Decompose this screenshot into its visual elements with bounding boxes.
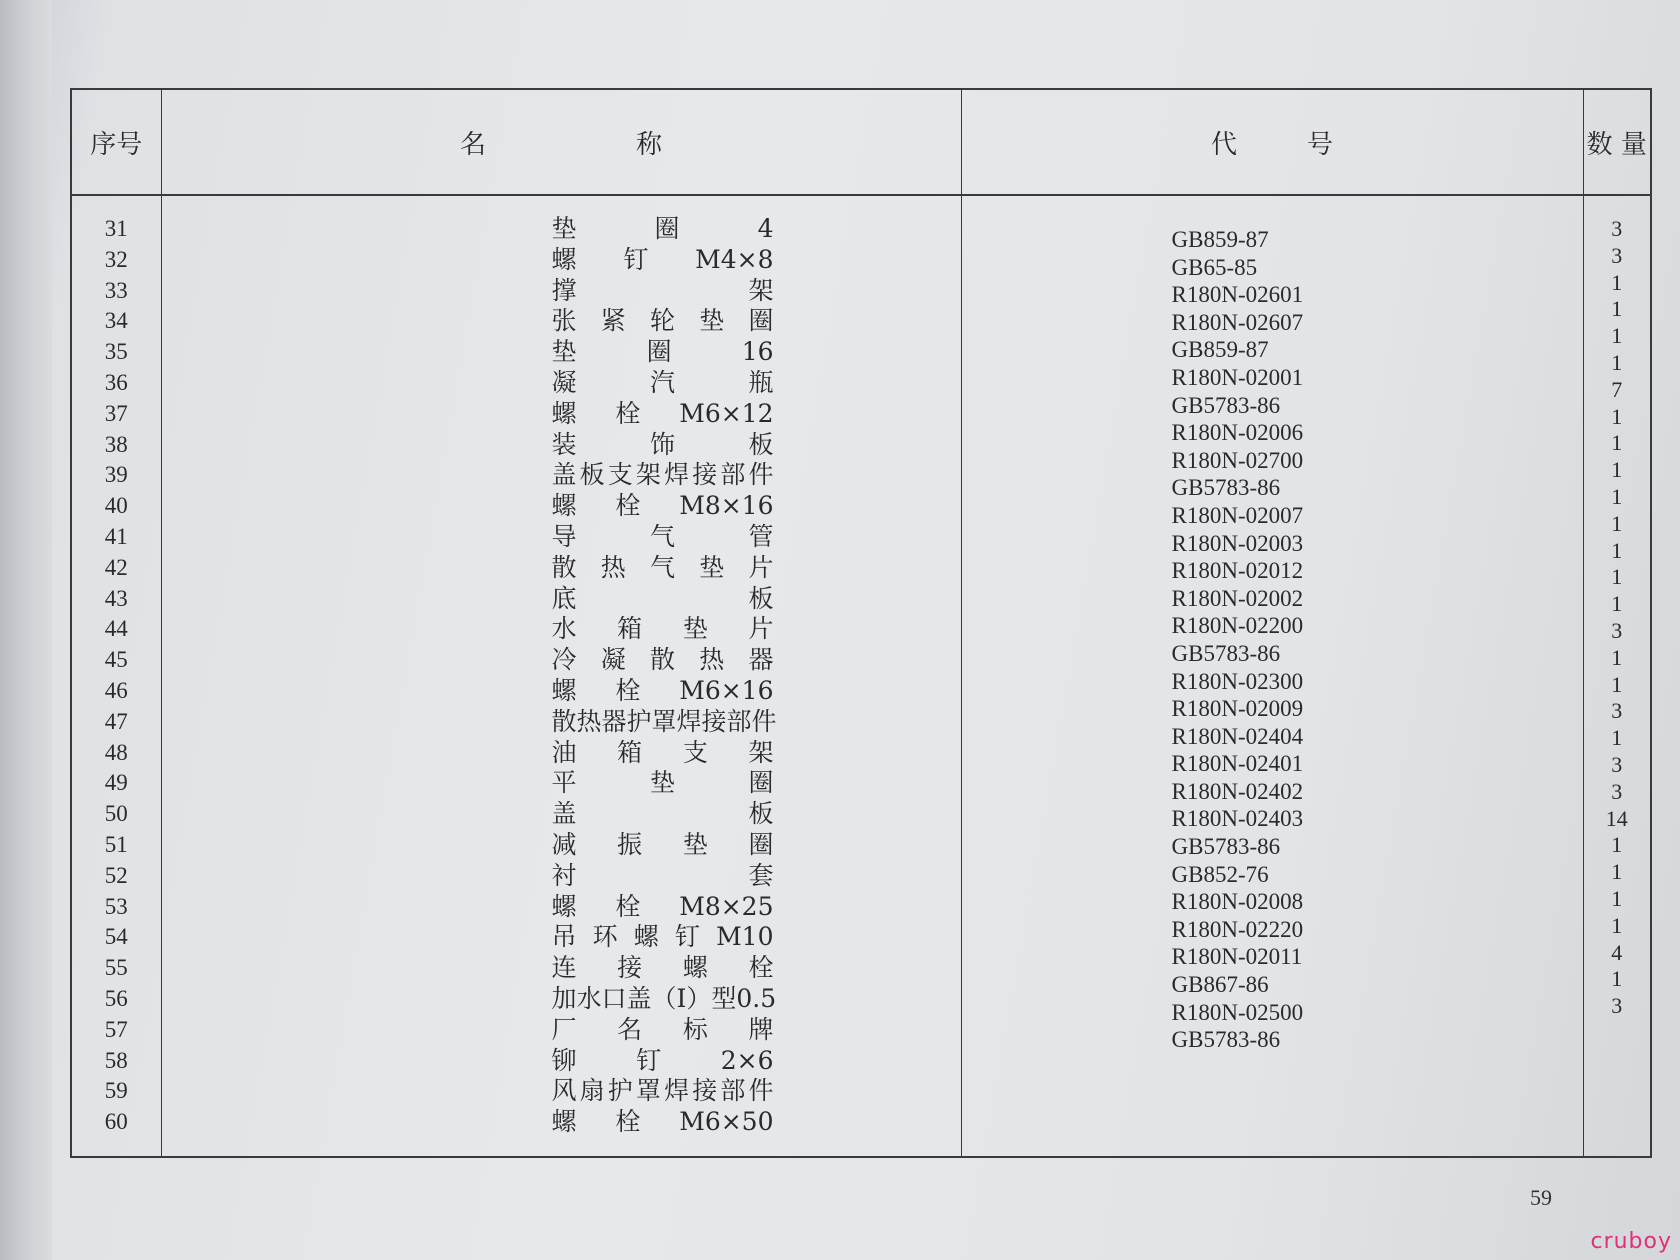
- seq-cell: 53: [104, 893, 128, 919]
- header-name-char-1: 名: [459, 129, 486, 160]
- qty-cell: 3: [1611, 751, 1623, 777]
- name-cell: 水箱垫片: [551, 614, 774, 644]
- qty-cell: 3: [1611, 993, 1623, 1019]
- name-cell: 导气管: [551, 521, 774, 551]
- code-cell: R180N-02401: [1171, 751, 1304, 777]
- code-cell: GB859-87: [1171, 337, 1269, 363]
- watermark-text: cruboy: [1590, 1229, 1672, 1254]
- qty-cell: 4: [1611, 939, 1623, 965]
- qty-cell: 1: [1611, 912, 1623, 938]
- qty-column: [1583, 195, 1651, 1157]
- name-list: [162, 196, 961, 1138]
- header-code: [961, 89, 1583, 195]
- qty-cell: 1: [1611, 269, 1623, 295]
- name-cell: 平垫圈: [551, 768, 774, 798]
- qty-cell: 1: [1611, 483, 1623, 509]
- name-cell: 盖板: [551, 799, 774, 829]
- seq-cell: 57: [104, 1016, 128, 1042]
- code-cell: R180N-02500: [1171, 999, 1304, 1025]
- qty-cell: 1: [1611, 510, 1623, 536]
- seq-cell: 33: [104, 277, 128, 303]
- name-cell: 螺栓M6×12: [551, 398, 774, 428]
- page-number: 59: [1530, 1185, 1552, 1210]
- code-cell: GB5783-86: [1171, 1027, 1281, 1053]
- qty-cell: 1: [1611, 832, 1623, 858]
- name-cell: 油箱支架: [551, 737, 774, 767]
- name-cell: 冷凝散热器: [551, 645, 774, 675]
- code-cell: R180N-02404: [1171, 723, 1304, 749]
- qty-cell: 1: [1611, 671, 1623, 697]
- seq-cell: 41: [104, 523, 128, 549]
- name-cell: 盖板支架焊接部件: [551, 460, 774, 490]
- name-cell: 垫圈4: [551, 214, 774, 243]
- code-cell: GB5783-86: [1171, 834, 1281, 860]
- name-cell: 螺栓M8×25: [551, 891, 774, 921]
- seq-cell: 49: [104, 770, 128, 796]
- parts-table: [70, 88, 1652, 1158]
- seq-cell: 39: [104, 462, 128, 488]
- name-cell: 垫圈16: [551, 337, 774, 367]
- seq-cell: 48: [104, 739, 128, 765]
- qty-cell: 1: [1611, 296, 1623, 322]
- code-cell: R180N-02220: [1171, 916, 1304, 942]
- name-cell: 风扇护罩焊接部件: [551, 1076, 774, 1106]
- name-cell: 吊环螺钉M10: [551, 922, 774, 952]
- qty-cell: 3: [1611, 698, 1623, 724]
- seq-cell: 37: [104, 400, 128, 426]
- seq-cell: 51: [104, 831, 128, 857]
- seq-cell: 32: [104, 246, 128, 272]
- code-cell: R180N-02012: [1171, 558, 1304, 584]
- code-cell: R180N-02300: [1171, 668, 1304, 694]
- seq-cell: 42: [104, 554, 128, 580]
- seq-cell: 59: [104, 1078, 128, 1104]
- name-cell: 散热器护罩焊接部件: [551, 706, 777, 736]
- header-seq: 序号: [71, 89, 161, 195]
- name-cell: 螺钉M4×8: [551, 244, 774, 274]
- name-column: [161, 195, 961, 1157]
- qty-cell: 3: [1611, 617, 1623, 643]
- seq-column: [71, 195, 161, 1157]
- seq-cell: 60: [104, 1109, 128, 1135]
- name-cell: 连接螺栓: [551, 953, 774, 983]
- seq-cell: 43: [104, 585, 128, 611]
- qty-cell: 1: [1611, 591, 1623, 617]
- name-cell: 螺栓M6×16: [551, 675, 774, 705]
- seq-cell: 55: [104, 955, 128, 981]
- name-cell: 螺栓M8×16: [551, 491, 774, 521]
- qty-list: [1584, 196, 1651, 1020]
- qty-cell: 1: [1611, 644, 1623, 670]
- table-body-row: [71, 195, 1651, 1157]
- qty-cell: 1: [1611, 457, 1623, 483]
- qty-cell: 1: [1611, 885, 1623, 911]
- name-cell: 撑架: [551, 275, 774, 305]
- code-cell: GB859-87: [1171, 227, 1269, 252]
- seq-cell: 36: [104, 369, 128, 395]
- seq-cell: 31: [104, 216, 128, 241]
- name-cell: 厂名标牌: [551, 1014, 774, 1044]
- name-cell: 底板: [551, 583, 774, 613]
- code-column: [961, 195, 1583, 1157]
- seq-cell: 44: [104, 616, 128, 642]
- header-name: [161, 89, 961, 195]
- name-cell: 铆钉2×6: [551, 1045, 774, 1075]
- qty-cell: 1: [1611, 564, 1623, 590]
- qty-cell: 3: [1611, 778, 1623, 804]
- code-cell: GB5783-86: [1171, 475, 1281, 501]
- code-cell: R180N-02002: [1171, 585, 1304, 611]
- code-cell: R180N-02200: [1171, 613, 1304, 639]
- header-qty: 数 量: [1583, 89, 1651, 195]
- header-code-char-1: 代: [1210, 129, 1237, 160]
- code-cell: R180N-02402: [1171, 778, 1304, 804]
- code-cell: R180N-02006: [1171, 420, 1304, 446]
- code-cell: R180N-02011: [1171, 944, 1303, 970]
- qty-cell: 1: [1611, 859, 1623, 885]
- code-cell: R180N-02403: [1171, 806, 1304, 832]
- book-page-edge: [0, 0, 52, 1260]
- code-list: [962, 196, 1583, 1054]
- name-cell: 凝汽瓶: [551, 367, 774, 397]
- code-cell: R180N-02607: [1171, 309, 1304, 335]
- code-cell: GB5783-86: [1171, 392, 1281, 418]
- qty-cell: 7: [1611, 376, 1623, 402]
- seq-cell: 58: [104, 1047, 128, 1073]
- code-cell: R180N-02601: [1171, 282, 1304, 308]
- code-cell: R180N-02009: [1171, 696, 1304, 722]
- name-cell: 螺栓M6×50: [551, 1107, 774, 1137]
- seq-list: [72, 196, 161, 1138]
- qty-cell: 1: [1611, 725, 1623, 751]
- code-cell: R180N-02700: [1171, 447, 1304, 473]
- seq-cell: 46: [104, 677, 128, 703]
- seq-cell: 35: [104, 339, 128, 365]
- seq-cell: 47: [104, 708, 128, 734]
- qty-cell: 1: [1611, 323, 1623, 349]
- code-cell: R180N-02001: [1171, 364, 1304, 390]
- qty-cell: 1: [1611, 430, 1623, 456]
- seq-cell: 54: [104, 924, 128, 950]
- name-cell: 装饰板: [551, 429, 774, 459]
- parts-list-sheet: [70, 88, 1650, 1168]
- code-cell: GB65-85: [1171, 254, 1258, 280]
- header-name-char-2: 称: [636, 129, 663, 160]
- name-cell: 减振垫圈: [551, 829, 774, 859]
- name-cell: 散热气垫片: [551, 552, 774, 582]
- name-cell: 张紧轮垫圈: [551, 306, 774, 336]
- qty-cell: 1: [1611, 537, 1623, 563]
- code-cell: R180N-02007: [1171, 502, 1304, 528]
- qty-cell: 3: [1611, 216, 1623, 241]
- seq-cell: 52: [104, 862, 128, 888]
- seq-cell: 34: [104, 308, 128, 334]
- table-header-row: [71, 89, 1651, 195]
- qty-cell: 3: [1611, 242, 1623, 268]
- qty-cell: 1: [1611, 966, 1623, 992]
- seq-cell: 56: [104, 985, 128, 1011]
- seq-cell: 45: [104, 647, 128, 673]
- qty-cell: 1: [1611, 349, 1623, 375]
- code-cell: R180N-02008: [1171, 889, 1304, 915]
- name-cell: 加水口盖（I）型0.5: [551, 983, 777, 1013]
- seq-cell: 50: [104, 801, 128, 827]
- code-cell: GB852-76: [1171, 861, 1269, 887]
- header-code-char-2: 号: [1307, 129, 1334, 160]
- seq-cell: 40: [104, 493, 128, 519]
- code-cell: GB5783-86: [1171, 640, 1281, 666]
- qty-cell: 1: [1611, 403, 1623, 429]
- code-cell: R180N-02003: [1171, 530, 1304, 556]
- qty-cell: 14: [1605, 805, 1628, 831]
- code-cell: GB867-86: [1171, 972, 1269, 998]
- seq-cell: 38: [104, 431, 128, 457]
- name-cell: 衬套: [551, 860, 774, 890]
